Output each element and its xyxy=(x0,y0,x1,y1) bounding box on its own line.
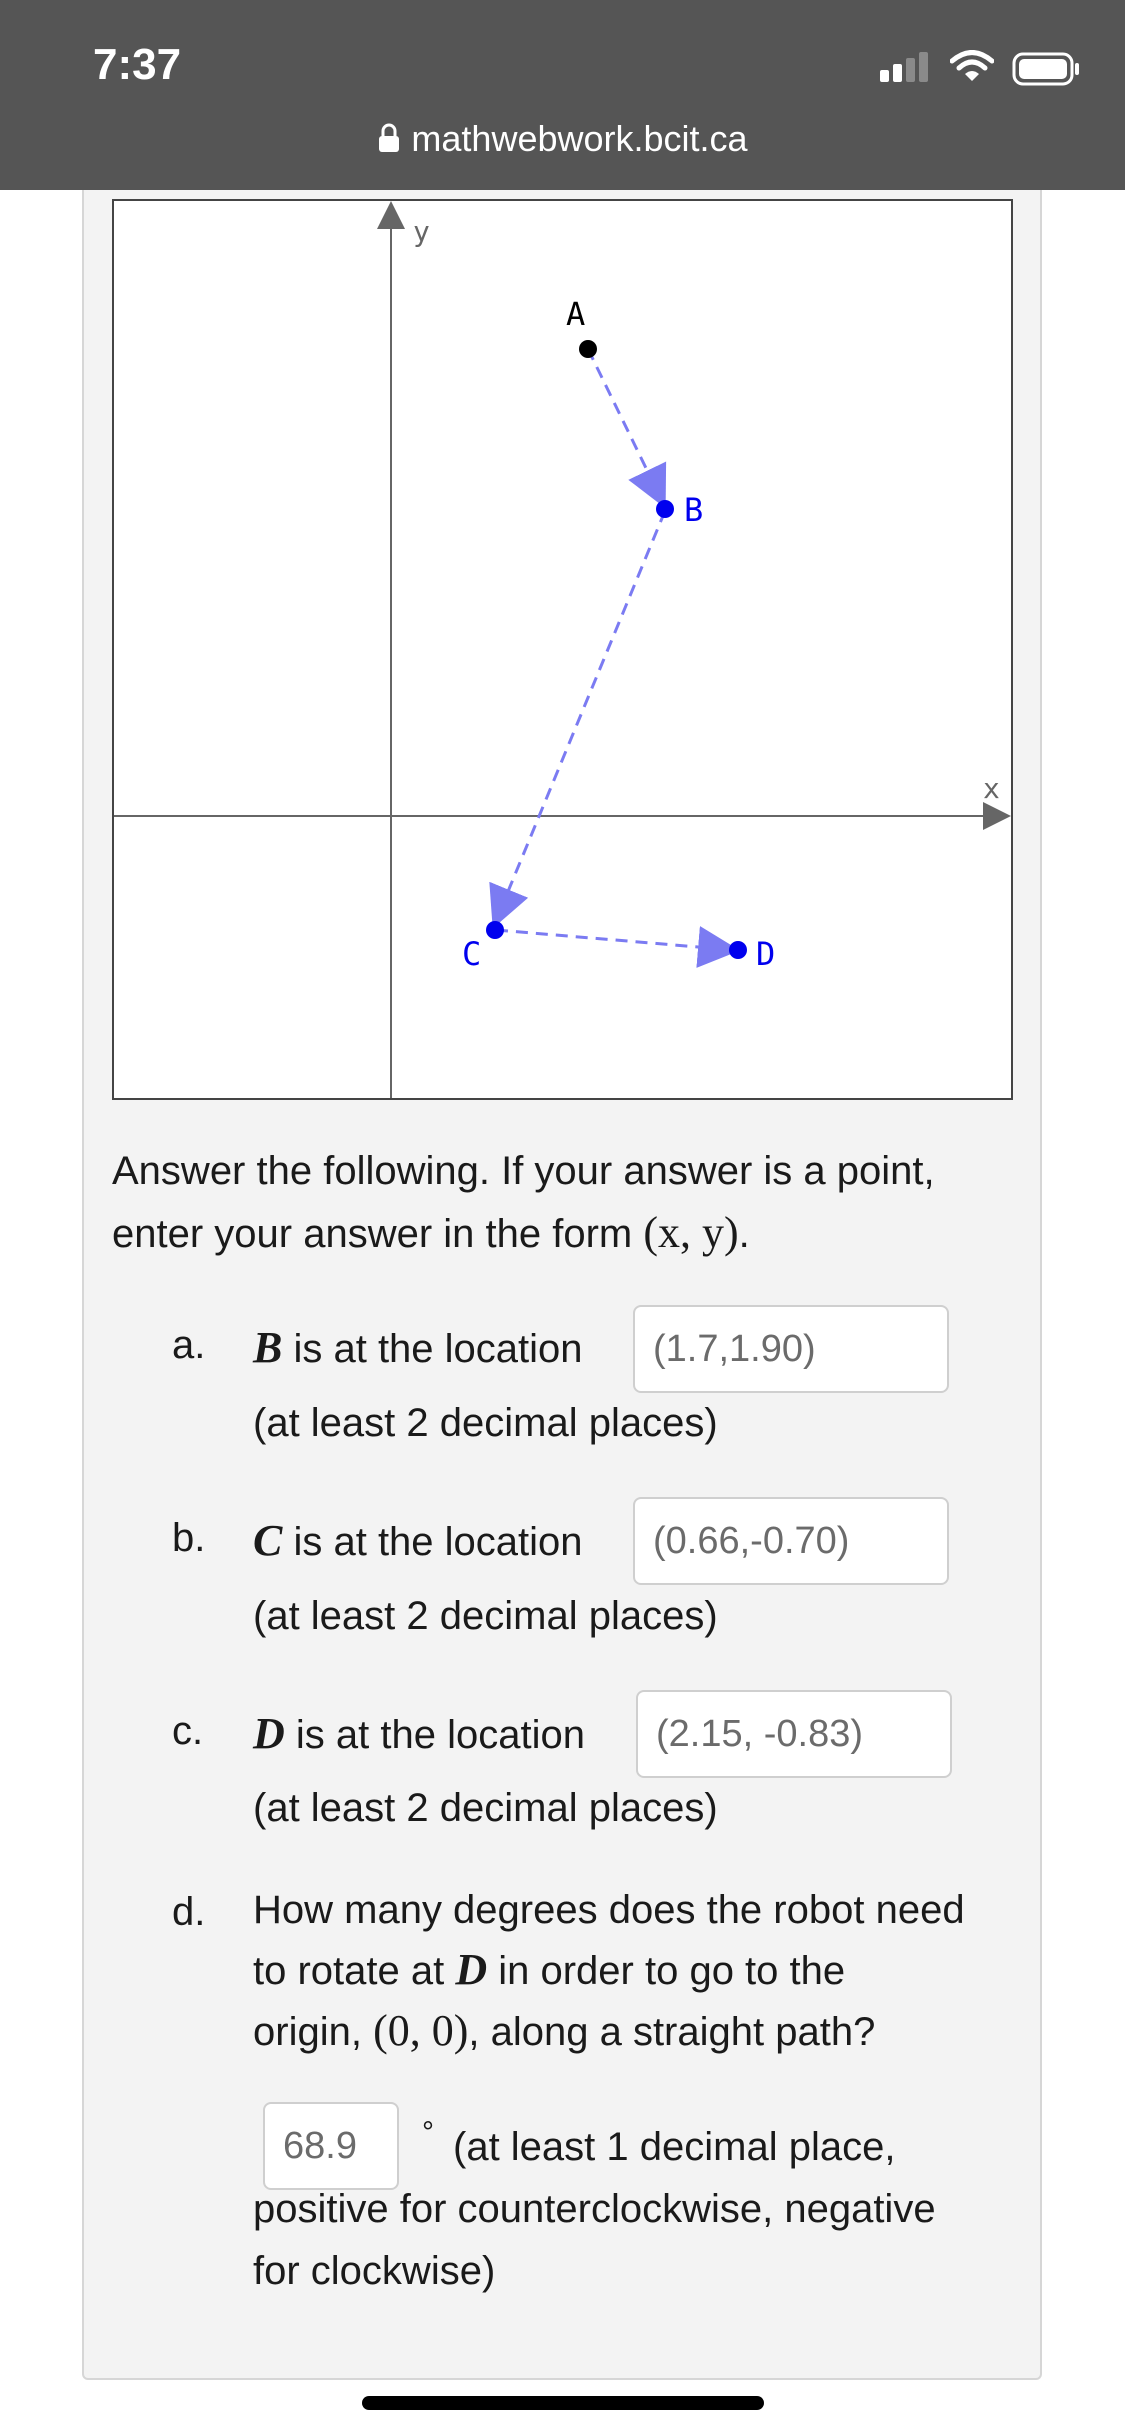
question-c-note: (at least 2 decimal places) xyxy=(253,1786,718,1830)
question-d-label: d. xyxy=(172,1890,206,1934)
question-a-label: a. xyxy=(172,1323,206,1367)
vector-graph xyxy=(112,199,1013,1100)
answer-b-input[interactable] xyxy=(633,1305,949,1393)
point-a xyxy=(579,340,597,358)
point-c-label: C xyxy=(462,935,482,973)
question-b-label: b. xyxy=(172,1516,206,1560)
wifi-icon xyxy=(950,50,994,84)
answer-c-input[interactable] xyxy=(633,1497,949,1585)
instructions: Answer the following. If your answer is a point, enter your answer in the form (x, y). xyxy=(112,1149,935,1257)
lock-icon xyxy=(377,123,401,153)
segment-c-d xyxy=(496,930,734,950)
question-d-note: (at least 1 decimal place, positive for counterclockwise, negative for clockwise) xyxy=(253,2125,936,2293)
url-text: mathwebwork.bcit.ca xyxy=(411,118,748,159)
question-d-text: How many degrees does the robot need to rotate at D in order to go to the origin, (0, 0), along a straight path? xyxy=(253,1888,965,2055)
x-axis-label: x xyxy=(983,772,1000,805)
question-a-note: (at least 2 decimal places) xyxy=(253,1401,718,1445)
degree-symbol: ° xyxy=(422,2116,434,2149)
clock: 7:37 xyxy=(93,40,182,89)
question-b-note: (at least 2 decimal places) xyxy=(253,1594,718,1638)
cellular-signal-icon xyxy=(880,52,932,82)
question-c-label: c. xyxy=(172,1709,204,1753)
answer-d-input[interactable] xyxy=(636,1690,952,1778)
point-b[interactable] xyxy=(656,500,674,518)
segment-b-c xyxy=(495,511,665,923)
point-c[interactable] xyxy=(486,921,504,939)
graph-canvas xyxy=(114,201,1011,1098)
segment-a-b xyxy=(588,349,663,503)
question-b-text: C is at the location xyxy=(253,1516,583,1565)
point-d[interactable] xyxy=(729,941,747,959)
question-c-text: D is at the location xyxy=(253,1709,585,1758)
battery-icon xyxy=(1012,52,1082,86)
point-d-label: D xyxy=(756,935,776,973)
form-notation: (x, y) xyxy=(643,1208,739,1257)
status-bar xyxy=(0,0,1125,190)
point-b-label: B xyxy=(684,491,704,529)
point-a-label: A xyxy=(566,295,586,333)
home-indicator[interactable] xyxy=(362,2396,764,2410)
question-a-text: B is at the location xyxy=(253,1323,583,1372)
y-axis-label: y xyxy=(413,215,430,248)
url-bar[interactable] xyxy=(0,118,1125,160)
